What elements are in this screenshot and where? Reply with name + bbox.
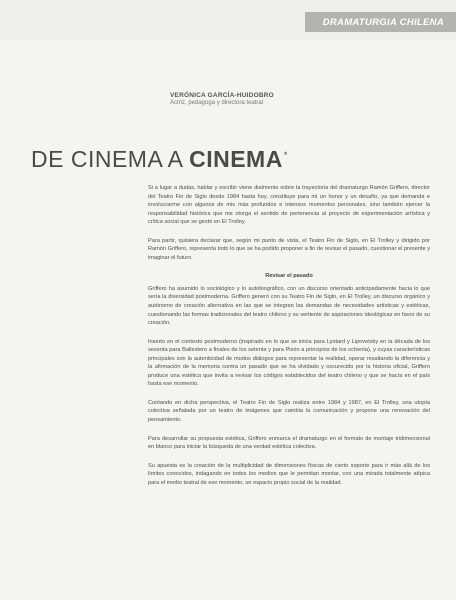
section-title: DRAMATURGIA CHILENA: [322, 16, 444, 28]
author-role: Actriz, pedagoga y directora teatral: [170, 100, 264, 106]
title-part-b: CINEMA: [189, 146, 283, 172]
author-name: VERÓNICA GARCÍA-HUIDOBRO: [170, 92, 274, 99]
footnote-mark: *: [283, 150, 288, 161]
author-block: [170, 92, 274, 106]
paragraph: Su apuesta es la creación de la multiplicidad de dimensiones físicas de cierto soporte para ir más allá de los límites conocidos, indagando en todos los medios que le permitan montar, con una mirada totalmente atípica para el medio teatral de ese momento, un espacio propio social de la realidad.: [148, 462, 430, 486]
paragraph: Contando en dicha perspectiva, el Teatro Fin de Siglo realiza entre 1984 y 1987, en El Trolley, una utopía colectiva señalada por un teatro de imágenes que cambia la comunicación y propone una renovación del pensamiento.: [148, 399, 430, 424]
article-body: [148, 184, 430, 497]
subheading: Revisar el pasado: [265, 273, 313, 280]
paragraph: Para desarrollar su propuesta estética, Griffero enmarca el dramaturgo en el formato de montaje tridimensional en blanco para iniciar la búsqueda de una verdad estética colectiva.: [148, 435, 430, 451]
paragraph: Si a lugar a dudas, hablar y escribir viene dialmente sobre la trayectoria del dramaturgo Ramón Griffero, director del Teatro Fin de Siglo desde 1984 hasta hoy, constituye para mí un honor y un desafío, ya que demanda e involucrarme con algunos de mis más profundos e intensos momentos personales, sino también ejercer la responsabilidad histórica que me otorga el sentido de pertenencia al proyecto de experimentación artística y crítica social que se gestó en El Trolley.: [148, 185, 430, 226]
title-part-a: DE CINEMA A: [31, 146, 190, 172]
section-tab: [305, 12, 456, 32]
paragraph: Para partir, quisiera declarar que, según mi punto de vista, el Teatro Fin de Siglo, en El Trolley y dirigido por Ramón Griffero, representa todo lo que se ha podido proponer a fin de revisar el pasado, cuestionar el presente y imaginar el futuro.: [148, 237, 430, 261]
paragraph: Griffero ha asumido lo sociológico y lo autobiográfico, con un discurso orientado anticipadamente hacia lo que sería la diversidad postmoderna. Griffero generó con su Teatro Fin de Siglo, en El Trolley, un discurso orgánico y autónomo de creación alternativa en las que se integran las demandas de necesidades artísticas y estéticas, cuestionando las formas tradicionales del teatro chileno y su vertiente de aspiraciones ideológicas en favor de su creación.: [148, 285, 430, 327]
paragraph: Inserto en el contexto postmoderno (inspirado en lo que se inicia para Lyotard y Lipovetsky en la década de los sesenta para Ballestero a finales de los setenta y para Pisón a principios de los ochenta), y cuyas características principales son la autenticidad de modos diálogos para representar la realidad, operar resaltando la diferencia y la afirmación de la memoria contra un pasado que se ha olvidado y oscurecido por la historia oficial, Griffero produce una estética que invita a revisar los códigos establecidos del teatro chileno y que se hacía en el país hasta ese momento.: [148, 338, 430, 388]
article-title: [31, 146, 288, 173]
